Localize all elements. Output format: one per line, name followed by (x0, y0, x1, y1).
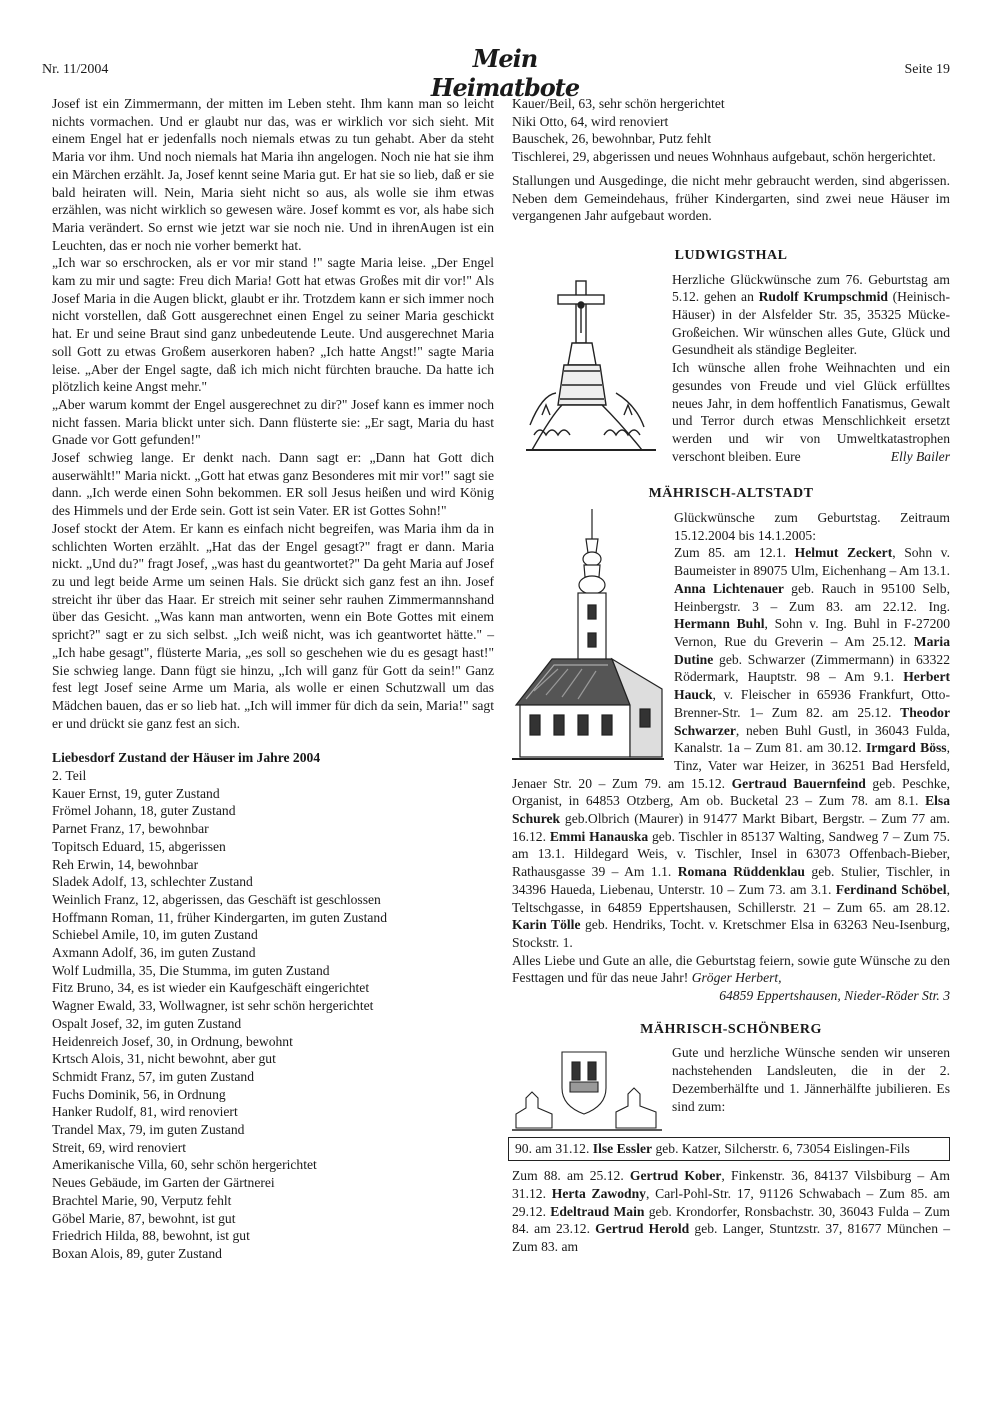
town-crest-illustration (512, 1048, 662, 1132)
story-paragraph: „Aber warum kommt der Engel ausgerechnet zu dir?" Josef kann es immer noch nicht fassen. Maria blickt unter sich. Dann flüsterte sie: „Er sagt, Maria du hast Gnade vor Gott gefunden!" (52, 396, 494, 448)
house-item: Sladek Adolf, 13, schlechter Zustand (52, 874, 253, 890)
house-item: Ospalt Josef, 32, im guten Zustand (52, 1015, 242, 1031)
person-name: Romana Rüddenklau (677, 864, 805, 880)
story-paragraph: „Ich war so erschrocken, als er vor mir stand !" sagte Maria leise. „Der Engel kam zu mir und sagte: Freu dich Maria! Gott hat etwas Großes mit dir vor!" Als Josef Maria in die Augen blickt, glaubt er ihr. Trotzdem kann er sich immer noch nicht vorstellen, daß Gott ausgerechnet einen Engel zu seiner Maria geschickt hat. Er und seine Braut sind ganz unbedeutende Leute. Und ausgerechnet Maria soll Gott zu etwas Großem auserkoren haben? „Ich hatte Angst!" sagte Maria leise. „Aber der Engel sagte, daß ich mich nicht fürchten brauche. Da hatte ich plötzlich keine Angst mehr." (52, 255, 494, 395)
highlight-box: 90. am 31.12. Ilse Essler geb. Katzer, Silcherstr. 6, 73054 Eislingen-Fils (508, 1137, 950, 1161)
altstadt-closing: Alles Liebe und Gute an alle, die Geburtstag feiern, sowie gute Wünsche zu den Festtagen und für das neue Jahr! Gröger Herbert, (512, 952, 950, 986)
person-name: Gertrud Kober (629, 1168, 722, 1184)
houses-list (52, 785, 494, 1263)
section-schoenberg (512, 1044, 950, 1134)
story-paragraph: Josef ist ein Zimmermann, der mitten im Leben steht. Ihm kann man so leicht nichts vormachen. Und er glaubt nur das, was er wirklich vor sich sieht. Mit einem Engel hat er jedenfalls noch niemals etwas zu tun gehabt. Aber da steht Maria vor ihm. Und noch niemals hat Maria ihn angelogen. Noch nie hat sie ihm ein Märchen erzählt. Ja, Josef kennt seine Maria gut. Er hat sie so lieb, daß er sie bald heiraten will. Nein, Maria sieht nicht so aus, als wolle sie ihm etwas erzählen, was nicht wirklich so gewesen wäre. Josef kommt es vor, als habe sich Maria verändert. So ernst wie jetzt war sie noch nie. Und in ihrenAugen ist ein Leuchten, das er noch nie vorher bemerkt hat. (52, 96, 494, 253)
house-item: Fitz Bruno, 34, es ist wieder ein Kaufgeschäft eingerichtet (52, 980, 370, 996)
schoenberg-birthdays: Zum 88. am 25.12. Gertrud Kober, Finkenstr. 36, 84137 Vilsbiburg – Am 31.12. Herta Zawodny, Carl-Pohl-Str. 17, 91126 Schwabach – Zum 85. am 29.12. Edeltraud Main geb. Krondorfer, Ronsbachstr. 30, 36043 Fulda – Zum 84. am 23.12. Gertrud Herold geb. Langer, Stuntzstr. 37, 81677 München – Zum 83. am (512, 1168, 951, 1254)
altstadt-birthdays: Zum 85. am 12.1. Helmut Zeckert, Sohn v. Baumeister in 89075 Ulm, Eichenhang – Am 13.1. Anna Lichtenauer geb. Rauch in 95100 Selb, Heinbergstr. 3 – Zum 83. am 22.12. Ing. Hermann Buhl, Sohn v. Ing. Buhl in F-27200 Vernon, Rue du Greverin – Am 25.12. Maria Dutine geb. Schwarzer (Zimmermann) in 63322 Rödermark, Hauptstr. 98 – Am 9.1. Herbert Hauck, v. Fleischer in 65936 Frankfurt, Otto-Brenner-Str. 1– Zum 82. am 25.12. Theodor Schwarzer, neben Buhl Gustl, in 36043 Fulda, Kanalstr. 1a – Zum 81. am 30.12. Irmgard Böss, Tinz, Vater war Heizer, in 36251 Bad Hersfeld, Jenaer Str. 20 – Zum 79. am 15.12. Gertraud Bauernfeind geb. Peschke, Organist, in 64853 Otzberg, Am ob. Bucketal 23 – Zum 78. am 8.1. Elsa Schurek geb.Olbrich (Maurer) in 91477 Markt Bibart, Bergstr. – Zum 77 am. 16.12. Emmi Hanauska geb. Tischler in 85137 Walting, Sandweg 7 – Zum 75. am 13.1. Hildegard Weis, v. Tischler, Insel in 63073 Offenbach-Bieber, Rathausgasse 39 – Am 1.1. Romana Rüddenklau geb. Stulier, Tischler, in 34396 Haueda, Liebenau, Unterstr. 10 – Zum 73. am 3.1. Ferdinand Schöbel, Teltschgasse, in 64859 Eppertshausen, Schillerstr. 21 – Zum 65. am 28.12. Karin Tölle geb. Hendriks, Tocht. v. Kretschmer Elsa in 63263 Neu-Isenburg, Stockstr. 1. (512, 545, 951, 950)
section-title-altstadt: MÄHRISCH-ALTSTADT (648, 486, 814, 502)
house-item: Schiebel Amile, 10, im guten Zustand (52, 927, 258, 943)
house-item: Heidenreich Josef, 30, in Ordnung, bewohnt (52, 1033, 293, 1049)
left-column (52, 95, 494, 1263)
masthead-logo: Mein Heimatbote (430, 44, 580, 102)
person-name: Anna Lichtenauer (674, 580, 784, 596)
page-number: Seite 19 (904, 62, 950, 77)
section-title-ludwigsthal: LUDWIGSTHAL (674, 247, 788, 263)
house-item: Friedrich Hilda, 88, bewohnt, ist gut (52, 1228, 250, 1244)
person-name: Helmut Zeckert (794, 545, 893, 561)
person-name: Gertraud Bauernfeind (731, 775, 866, 791)
house-item: Axmann Adolf, 36, im guten Zustand (52, 945, 256, 961)
house-item: Streit, 69, wird renoviert (52, 1139, 187, 1155)
house-item: Schmidt Franz, 57, im guten Zustand (52, 1068, 254, 1084)
person-name: Elsa Schurek (512, 793, 950, 827)
signature-address: 64859 Eppertshausen, Nieder-Röder Str. 3 (719, 988, 950, 1004)
story-paragraph: Josef schwieg lange. Er denkt nach. Dann sagt er: „Dann hat Gott dich auserwählt!" Maria nickt. „Gott hat etwas ganz Besonderes mit mir vor!" sagt sie dann. „Ich werde einen Sohn bekommen. ER soll Jesus heißen und wird König des Himmels und der Erde sein. Gott ist sein Vater. ER ist Gottes Sohn!" (52, 450, 494, 519)
ludwigsthal-greeting: Herzliche Glückwünsche zum 76. Geburtstag am 5.12. gehen an Rudolf Krumpschmid (Heinisch-Häuser) in der Alsfelder Str. 35, 35325 Mücke-Großeichen. Wir wünschen alles Gute, Glück und Gesundheit als ständige Begleiter. (672, 271, 950, 358)
houses-note: Stallungen und Ausgedinge, die nicht mehr gebraucht werden, sind abgerissen. Neben dem Gemeindehaus, früher Kindergarten, sind zwei neue Häuser im vergangenen Jahr aufgebaut worden. (512, 172, 950, 224)
house-item: Krtsch Alois, 31, nicht bewohnt, aber gut (52, 1051, 276, 1067)
house-item: Neues Gebäude, im Garten der Gärtnerei (52, 1175, 275, 1191)
section-altstadt (512, 509, 950, 1005)
house-item: Fuchs Dominik, 56, in Ordnung (52, 1086, 226, 1102)
house-item: Amerikanische Villa, 60, sehr schön hergerichtet (52, 1157, 317, 1173)
schoenberg-intro: Gute und herzliche Wünsche senden wir unseren nachstehenden Landsleuten, die in der 2. Dezemberhälfte und 1. Jännerhälfte jubilieren. Es sind zum: (672, 1045, 950, 1114)
crucifix-illustration (512, 275, 662, 455)
house-item: Wolf Ludmilla, 35, Die Stumma, im guten Zustand (52, 962, 330, 978)
house-item: Hoffmann Roman, 11, früher Kindergarten, im guten Zustand (52, 909, 387, 925)
story-paragraph: Josef stockt der Atem. Er kann es einfach nicht begreifen, was Maria ihm da in schlichten Worten erzählt. „Hat das der Engel gesagt?" fragt er dann. Maria nickt. „Und du?" fragt Josef, „was hast du geantwortet?" Da geht Maria auf Josef zu und legt beide Arme um seinen Hals. Sie drückt sich ganz fest an ihn. Josef streicht ihr über das Haar. Er streich mit seiner sehr rauhen Zimmermannshand über das Gesicht. „Was kann man antworten, wenn ein Bote Gottes mit einem spricht?" sagt er zu sich selbst. „Ich weiß nicht, was ich geantwortet hätte." – „Ich habe gesagt", flüsterte Maria, „es soll so geschehen wie du es gesagt hast!" Sie schwieg lange. Dann fügt sie hinzu, „Ich will ganz für Gott da sein!" Ganz fest legt Josef seine Arme um Maria, als wolle er einen Schutzwall um das Mädchen bauen, das er so lieb hat. „Ich will immer für dich da sein, Maria!" sagt er und drückt sie ganz fest an sich. (52, 520, 494, 731)
person-name: Maria Dutine (674, 633, 950, 667)
houses-title: Liebesdorf Zustand der Häuser im Jahre 2004 (52, 750, 321, 766)
houses-part: 2. Teil (52, 768, 87, 784)
signature: Elly Bailer (890, 448, 950, 464)
signature: Gröger Herbert, (691, 970, 782, 986)
person-name: Karin Tölle (512, 917, 581, 933)
house-item: Reh Erwin, 14, bewohnbar (52, 856, 199, 872)
house-item: Kauer Ernst, 19, guter Zustand (52, 785, 220, 801)
person-name: Emmi Hanauska (549, 828, 649, 844)
person-name: Edeltraud Main (550, 1203, 645, 1219)
house-item: Wagner Ewald, 33, Wollwagner, ist sehr schön hergerichtet (52, 998, 374, 1014)
house-item: Topitsch Eduard, 15, abgerissen (52, 838, 226, 854)
house-item: Niki Otto, 64, wird renoviert (512, 113, 669, 129)
person-name: Herbert Hauck (674, 669, 950, 703)
section-ludwigsthal (512, 271, 950, 466)
person-name: Hermann Buhl (674, 616, 765, 632)
church-illustration (512, 509, 664, 764)
person-name: Herta Zawodny (551, 1185, 646, 1201)
person-name: Irmgard Böss (865, 740, 947, 756)
section-title-schoenberg: MÄHRISCH-SCHÖNBERG (640, 1021, 822, 1037)
house-item: Kauer/Beil, 63, sehr schön hergerichtet (512, 96, 725, 111)
house-item: Brachtel Marie, 90, Verputz fehlt (52, 1192, 232, 1208)
house-item: Boxan Alois, 89, guter Zustand (52, 1246, 222, 1261)
house-item: Hanker Rudolf, 81, wird renoviert (52, 1104, 238, 1120)
house-item: Weinlich Franz, 12, abgerissen, das Geschäft ist geschlossen (52, 891, 381, 907)
house-item: Parnet Franz, 17, bewohnbar (52, 821, 209, 837)
person-name: Gertrud Herold (595, 1221, 690, 1237)
house-item: Frömel Johann, 18, guter Zustand (52, 803, 236, 819)
house-item: Göbel Marie, 87, bewohnt, ist gut (52, 1210, 236, 1226)
house-item: Trandel Max, 79, im guten Zustand (52, 1122, 245, 1138)
altstadt-intro: Glückwünsche zum Geburtstag. Zeitraum 15.12.2004 bis 14.1.2005: (674, 510, 950, 543)
ludwigsthal-wishes: Ich wünsche allen frohe Weihnachten und ein gesundes von Freude und viel Glück erfülltes neues Jahr, in dem hoffentlich Fanatismus, Gewalt und Terror durch etwas Menschlichkeit ersetzt werden und wir von Umweltkatastrophen verschont bleiben. Eure Elly Bailer (672, 360, 950, 464)
person-name: Theodor Schwarzer (674, 704, 950, 738)
issue-number: Nr. 11/2004 (42, 62, 109, 77)
person-name: Ferdinand Schöbel (835, 881, 947, 897)
house-item: Tischlerei, 29, abgerissen und neues Wohnhaus aufgebaut, schön hergerichtet. (512, 149, 936, 165)
person-name: Ilse Essler (592, 1141, 653, 1157)
right-column (512, 95, 950, 1256)
person-name: Rudolf Krumpschmid (758, 289, 888, 305)
house-item: Bauschek, 26, bewohnbar, Putz fehlt (512, 131, 712, 147)
